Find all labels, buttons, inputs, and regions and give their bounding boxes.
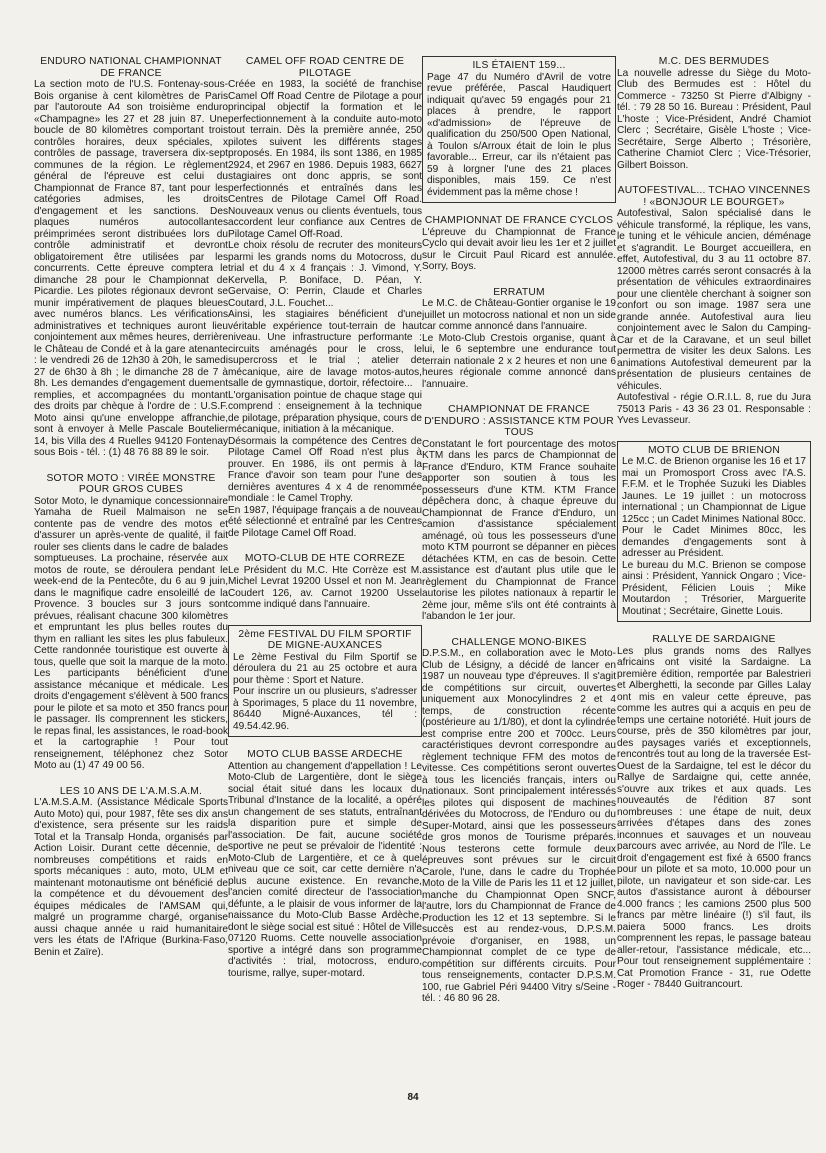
column-4 — [617, 56, 811, 1005]
article — [617, 441, 811, 623]
article-title: SOTOR MOTO : VIRÉE MONSTRE POUR GROS CUBES — [46, 472, 216, 495]
column-3 — [422, 56, 616, 1019]
article-paragraph: Autofestival, Salon spécialisé dans le véhicule transformé, la réplique, les vans, le tuning et le véhicule ancien, déménage et s'agrandit. Le Bourget accueillera, en effet, Autofestival, du 3 au 11 octobre 87. 12000 mètres carrés seront consacrés à la présentation de véhicules extraordinaires pour une clientèle cherchant à soigner son confort ou son image. 1987 sera une grande année. Autofestival aura lieu conjointement avec le Salon du Camping-Car et de la Caravane, et un seul billet permettra de visiter les deux Salons. Les animations Autofestival demeurent par la présentation de plusieurs centaines de véhicules. — [617, 208, 811, 392]
article-paragraph: En 1987, l'équipage français a de nouveau été sélectionné et entraîné par les Centres de Pilotage Camel Off Road. — [228, 504, 422, 539]
article — [422, 637, 616, 1005]
article — [617, 634, 811, 991]
article-paragraph: Ainsi, les stagiaires bénéficient d'une véritable expérience tout-terrain de haut niveau. Une infrastructure performante : circuits aménagés pour le cross, le supercross et le trial ; atelier de mécanique, aire de lavage motos-autos, salle de gymnastique, dortoir, réfectoire... — [228, 309, 422, 389]
article — [617, 185, 811, 427]
page-number: 84 — [407, 1092, 419, 1103]
article-title: MOTO CLUB DE BRIENON — [648, 444, 780, 456]
article-title: MOTO CLUB BASSE ARDECHE — [247, 749, 403, 760]
article-paragraph: Les plus grands noms des Rallyes africains ont visité la Sardaigne. La première édition, remportée par Balestrieri et Alberghetti, la seconde par Gilles Lalay ont mis en valeur cette épreuve, pas comme les autres qui a acquis en peu de temps une certaine notoriété. Huit jours de course, près de 350 kilomètres par jour, des paysages variés et exceptionnels, rencontrés tout au long de la traversée Est-Ouest de la Sardaigne, tel est le décor du Rallye de Sardaigne qui, cette année, s'ouvre aux trikes et aux quads. Les nouveautés de l'édition 87 sont nombreuses : une étape de nuit, deux arrivées d'étapes dans des zones inconnues et sauvages et un nouveau parcours avec arrivée, au Nord de l'île. Le droit d'engagement est fixé à 6500 francs pour un pilote et sa moto, 10.000 pour un pilote, un navigateur et son side-car. Les autos d'assistance auront à débourser 4.000 francs ; les camions 2500 plus 500 francs par mètre linéaire (!) s'il faut, ils paiera 5000 francs. Les droits comprennent les repas, le passage bateau aller-retour, l'assistance médicale, etc... Pour tout renseignement supplémentaire : Cat Promotion France - 31, rue Odette Roger - 78440 Guitrancourt. — [617, 645, 811, 990]
article — [422, 215, 616, 273]
article-paragraph: Page 47 du Numéro d'Avril de votre revue préférée, Pascal Haudiquert indiquait qu'avec 59 engagés pour 21 places à prendre, le rapport «d'admission» de l'épreuve de qualification du 250/500 Open National, à Toulon s/Arroux était de loin le plus favorable... Erreur, car ils n'étaient pas 59 à lorgner l'une des 21 places disponibles, mais 159. Ce n'est évidemment pas la même chose ! — [427, 71, 611, 198]
article-title: CHAMPIONNAT DE FRANCE D'ENDURO : ASSISTANCE KTM POUR TOUS — [424, 404, 614, 438]
article-paragraph: Constatant le fort pourcentage des motos KTM dans les parcs de Championnat de France d'Enduro, KTM France souhaite apporter son soutien à tous les possesseurs d'une KTM. KTM France dépêchera donc, à chaque épreuve du Championnat de France d'Enduro, un camion d'assistance spécialement aménagé, où tous les possesseurs d'une moto KTM pourront se dépanner en pièces détachées KTM, en cas de besoin. Cette assistance est d'autant plus utile que le règlement du Championnat de France autorise les pilotes nationaux à repartir le 2ème jour, même s'ils ont été contraints à l'abandon le 1er jour. — [422, 438, 616, 622]
article-paragraph: L'organisation pointue de chaque stage qui comprend : enseignement à la technique de pilotage, préparation physique, cours de mécanique, initiation à la mécanique. — [228, 389, 422, 435]
article — [228, 749, 422, 979]
article — [34, 473, 228, 772]
column-1 — [34, 56, 228, 972]
article — [422, 404, 616, 623]
article — [422, 56, 616, 203]
article-title: ILS ÉTAIENT 159... — [472, 60, 566, 71]
article-paragraph: Le bureau du M.C. Brienon se compose ainsi : Président, Yannick Ongaro ; Vice-Président, Félicien Louis ; Mike Moutardon ; Trésorier, Marguerite Moutinat ; Secrétaire, Ginette Louis. — [622, 559, 806, 617]
article-paragraph: Le M.C. de Brienon organise les 16 et 17 mai un Promosport Cross avec l'A.S. F.F.M. et le Trophée Suzuki les Diables Jaunes. Le 19 juillet : un motocross international ; un Championnat de Ligue 125cc ; un Cadet Minimes National 80cc. Pour le Cadet Minimes 80cc, les demandes d'engagements sont à adresser au Président. — [622, 456, 806, 559]
article-paragraph: D.P.S.M., en collaboration avec le Moto-Club de Lésigny, a décidé de lancer en 1987 un nouveau type d'épreuves. Il s'agit de compétitions sur circuit, ouvertes uniquement aux Monocylindres 2 et 4 temps, de construction récente (postérieure au 1/1/80), et dont la cylindrée est comprise entre 200 et 700cc. Leurs caractéristiques devront correspondre au règlement technique FFM des motos de vitesse. Ces compétitions seront ouvertes à tous les licenciés français, inters ou nationaux. Sont principalement intéressés les pilotes qui disposent de machines dérivées du Motocross, de l'Enduro ou du Super-Motard, ainsi que les possesseurs de gros monos de Tourisme préparés. Nous testerons cette formule deux épreuves sont prévues sur le circuit Carole, l'une, dans le cadre du Trophée Moto de la Ville de Paris les 11 et 12 juillet, manche du Championnat Open SNCF, l'autre, lors du Championnat de France de Production les 12 et 13 septembre. Si le succès est au rendez-vous, D.P.S.M. prévoie d'organiser, en 1988, un Championnat complet de ce type de compétition sur différents circuits. Pour tous renseignements, contacter D.P.S.M. 100, rue Gabriel Péri 94400 Vitry s/Seine - tél. : 46 80 96 28. — [422, 648, 616, 1004]
article-paragraph: Le M.C. de Château-Gontier organise le 19 juillet un motocross national et non un side car comme annoncé dans l'annuaire. — [422, 298, 616, 332]
article-title: AUTOFESTIVAL... TCHAO VINCENNES ! «BONJOUR LE BOURGET» — [617, 185, 811, 208]
article-title: ENDURO NATIONAL CHAMPIONNAT DE FRANCE — [40, 56, 222, 79]
article-paragraph: Le choix résolu de recruter des moniteurs parmi les grands noms du Motocross, du trial et du 4 x 4 français : J. Vimond, Y. Kervella, P. Boniface, D. Péan, Y. Gervaise, O: Perrin, Claude et Charles Coutard, J.L. Fouchet... — [228, 240, 422, 309]
article — [34, 56, 228, 459]
article-title: CHAMPIONNAT DE FRANCE CYCLOS — [424, 215, 614, 226]
article-paragraph: L'A.M.S.A.M. (Assistance Médicale Sports Auto Moto) qui, pour 1987, fête ses dix ans d'existence, sera présente sur les raids Total et la Transalp Honda, organisés par Action Loisir. Durant cette décennie, de nombreuses compétitions et raids en sports mécaniques : auto, moto, ULM et maintenant motonautisme ont bénéficié de la compétence et du dévouement des équipes médicales de l'AMSAM qui, malgré un programme chargé, organise aussi chaque année u raid humanitaire vers les états de l'Afrique (Burkina-Faso, Benin et Zaïre). — [34, 797, 228, 958]
article-title: CAMEL OFF ROAD CENTRE DE PILOTAGE — [245, 56, 405, 79]
article-title: 2ème FESTIVAL DU FILM SPORTIF DE MIGNE-AUXANCES — [238, 628, 412, 651]
article — [228, 56, 422, 539]
article — [422, 287, 616, 391]
article-paragraph: La nouvelle adresse du Siège du Moto-Club des Bermudes est : Hôtel du Commerce - 73250 St Pierre d'Albigny - tél. : 79 28 50 16. Bureau : Président, Paul L'hoste ; Vice-Président, André Chamiot Clerc ; Secrétaire, Gisèle L'hoste ; Vice-Secrétaire, Serge Alberto ; Trésorière, Catherine Chamiot Clerc ; Vice-Trésorier, Gilbert Boisson. — [617, 67, 811, 171]
article — [228, 553, 422, 611]
article-title: CHALLENGE MONO-BIKES — [451, 636, 587, 648]
article — [34, 786, 228, 959]
article-paragraph: Désormais la compétence des Centres de Pilotage Camel Off Road n'est plus à prouver. En 1986, ils ont permis à la France d'avoir son team pour l'une des dernières aventures 4 x 4 de renommée mondiale : le Camel Trophy. — [228, 435, 422, 504]
article-paragraph: Attention au changement d'appellation ! Le Moto-Club de Largentière, dont le siège social était situé dans les locaux du Tribunal d'Instance de la localité, a opéré un changement de ses statuts, entraînant la disparition pure et simple de l'association. De fait, aucune société sportive ne peut se prévaloir de l'identité : Moto-Club de Largentière, et ce à quel niveau que ce soit, car cette dernière n'a plus aucune existence. En revanche, l'ancien comité directeur de l'association défunte, a le plaisir de vous informer de la naissance du Moto-Club Basse Ardèche, dont le siège social est situé : Hôtel de Ville 07120 Ruoms. Cette nouvelle association sportive a intégré dans son programme d'activités : trial, motocross, enduro, tourisme, rallye, super-motard. — [228, 760, 422, 979]
article-title: ERRATUM — [493, 286, 545, 298]
article-paragraph: La section moto de l'U.S. Fontenay-sous-Bois organise à cent kilomètres de Paris par l'autoroute A4 son troisième enduro «Champagne» les 27 et 28 juin 87. Une boucle de 80 kilomètres comportant trois contrôles horaires, deux spéciales, x contrôles de passage, traversera dix-sept communes de la région. Le règlement général de l'épreuve est celui du Championnat de France 87, tant pour les catégories admises, les droits d'engagement et les sanctions. Des plaques numéros autocollantes préimprimées seront distribuées lors du contrôle administratif et devront obligatoirement être utilisées par les concurrents. Cette épreuve comptera le dimanche 28 pour le Championnat de Picardie. Les pilotes régionaux devront se munir impérativement de plaques bleues avec numéros blancs. Les vérifications administratives et techniques auront lieu conjointement aux mêmes heures, derrière le Château de Condé et à la gare atenante : le vendredi 26 de 12h30 à 20h, le samedi 27 de 6h30 à 8h ; le dimanche 28 de 7 à 8h. Les demandes d'engagement duement remplies, et accompagnées du montant des droits par chèque à l'ordre de : U.S.F. Moto ainsi qu'une enveloppe affranchie, sont à envoyer à Melle Pascale Boutelier 14, bis Villa des 4 Ruelles 94120 Fontenay sous Bois - tél. : (1) 48 76 88 89 le soir. — [34, 79, 228, 458]
article-paragraph: Le Moto-Club Crestois organise, quant à lui, le 6 septembre une endurance tout terrain nationale 2 x 2 heures et non une 6 heures régionale comme annoncé dans l'annuaire. — [422, 332, 616, 390]
article-paragraph: Le Président du M.C. Hte Corrèze est M. Michel Levrat 19200 Ussel et non M. Jean Coudert 126, av. Carnot 19200 Ussel comme indiqué dans l'annuaire. — [228, 564, 422, 610]
article-title: LES 10 ANS DE L'A.M.S.A.M. — [59, 785, 203, 797]
article-paragraph: Pour inscrire un ou plusieurs, s'adresser à Sporimages, 5 place du 11 novembre, 86440 Migné-Auxances, tél : 49.54.42.96. — [233, 686, 417, 732]
article-paragraph: Autofestival - régie O.R.I.L. 8, rue du Jura 75013 Paris - 43 36 23 01. Responsable : Yves Levasseur. — [617, 392, 811, 426]
article-paragraph: L'épreuve du Championnat de France Cyclo qui devait avoir lieu les 1er et 2 juillet sur le Circuit Paul Ricard est annulée. Sorry, Boys. — [422, 226, 616, 272]
article-title: RALLYE DE SARDAIGNE — [652, 634, 776, 645]
article — [228, 625, 422, 738]
article-title: M.C. DES BERMUDES — [658, 56, 770, 67]
article — [617, 56, 811, 171]
column-2 — [228, 56, 422, 993]
article-title: MOTO-CLUB DE HTE CORREZE — [244, 553, 406, 564]
article-paragraph: Sotor Moto, le dynamique concessionnaire Yamaha de Rueil Malmaison ne se contente pas de vendre des motos et d'assurer un après-vente de qualité, il fait rouler ses clients dans le cadre de balades somptueuses. La prochaine, réservée aux motos de route, se déroulera pendant le week-end de la Pentecôte, du 6 au 9 juin, dans le magnifique cadre ensoleillé de la Provence. 3 boucles sur 3 jours sont prévues, réalisant chacune 300 kilomètres et empruntant les plus belles routes du thym en ralliant les sites les plus fabuleux. Cette randonnée touristique est ouverte à tous, quelle que soit la marque de la moto. Les participants bénéficient d'une assistance mécanique et médicale. Les droits d'engagement s'élèvent à 500 francs pour le pilote et sa moto et 350 francs pour le passager. Ils comprennent les stickers, le repas final, les assistances, le road-book et la cartographie ! Pour tout renseignement, téléphonez chez Sotor Moto au (1) 47 49 00 56. — [34, 495, 228, 771]
article-paragraph: Créée en 1983, la société de franchise Camel Off Road Centre de Pilotage a pour principal objectif la formation et le perfectionnement à la conduite auto-moto tout terrain. Dès la première année, 250 pilotes suivent les différents stages proposés. En 1984, ils sont 1386, en 1985 2924, et 2967 en 1986. Depuis 1983, 6627 stagiaires ont donc appris, se sont perfectionnés et entraînés dans les Centres de Pilotage Camel Off Road. Nouveaux venus ou clients éventuels, tous accordent leur confiance aux Centres de Pilotage Camel Off-Road. — [228, 79, 422, 240]
article-paragraph: Le 2ème Festival du Film Sportif se déroulera du 21 au 25 octobre et aura pour thème : Sport et Nature. — [233, 651, 417, 686]
